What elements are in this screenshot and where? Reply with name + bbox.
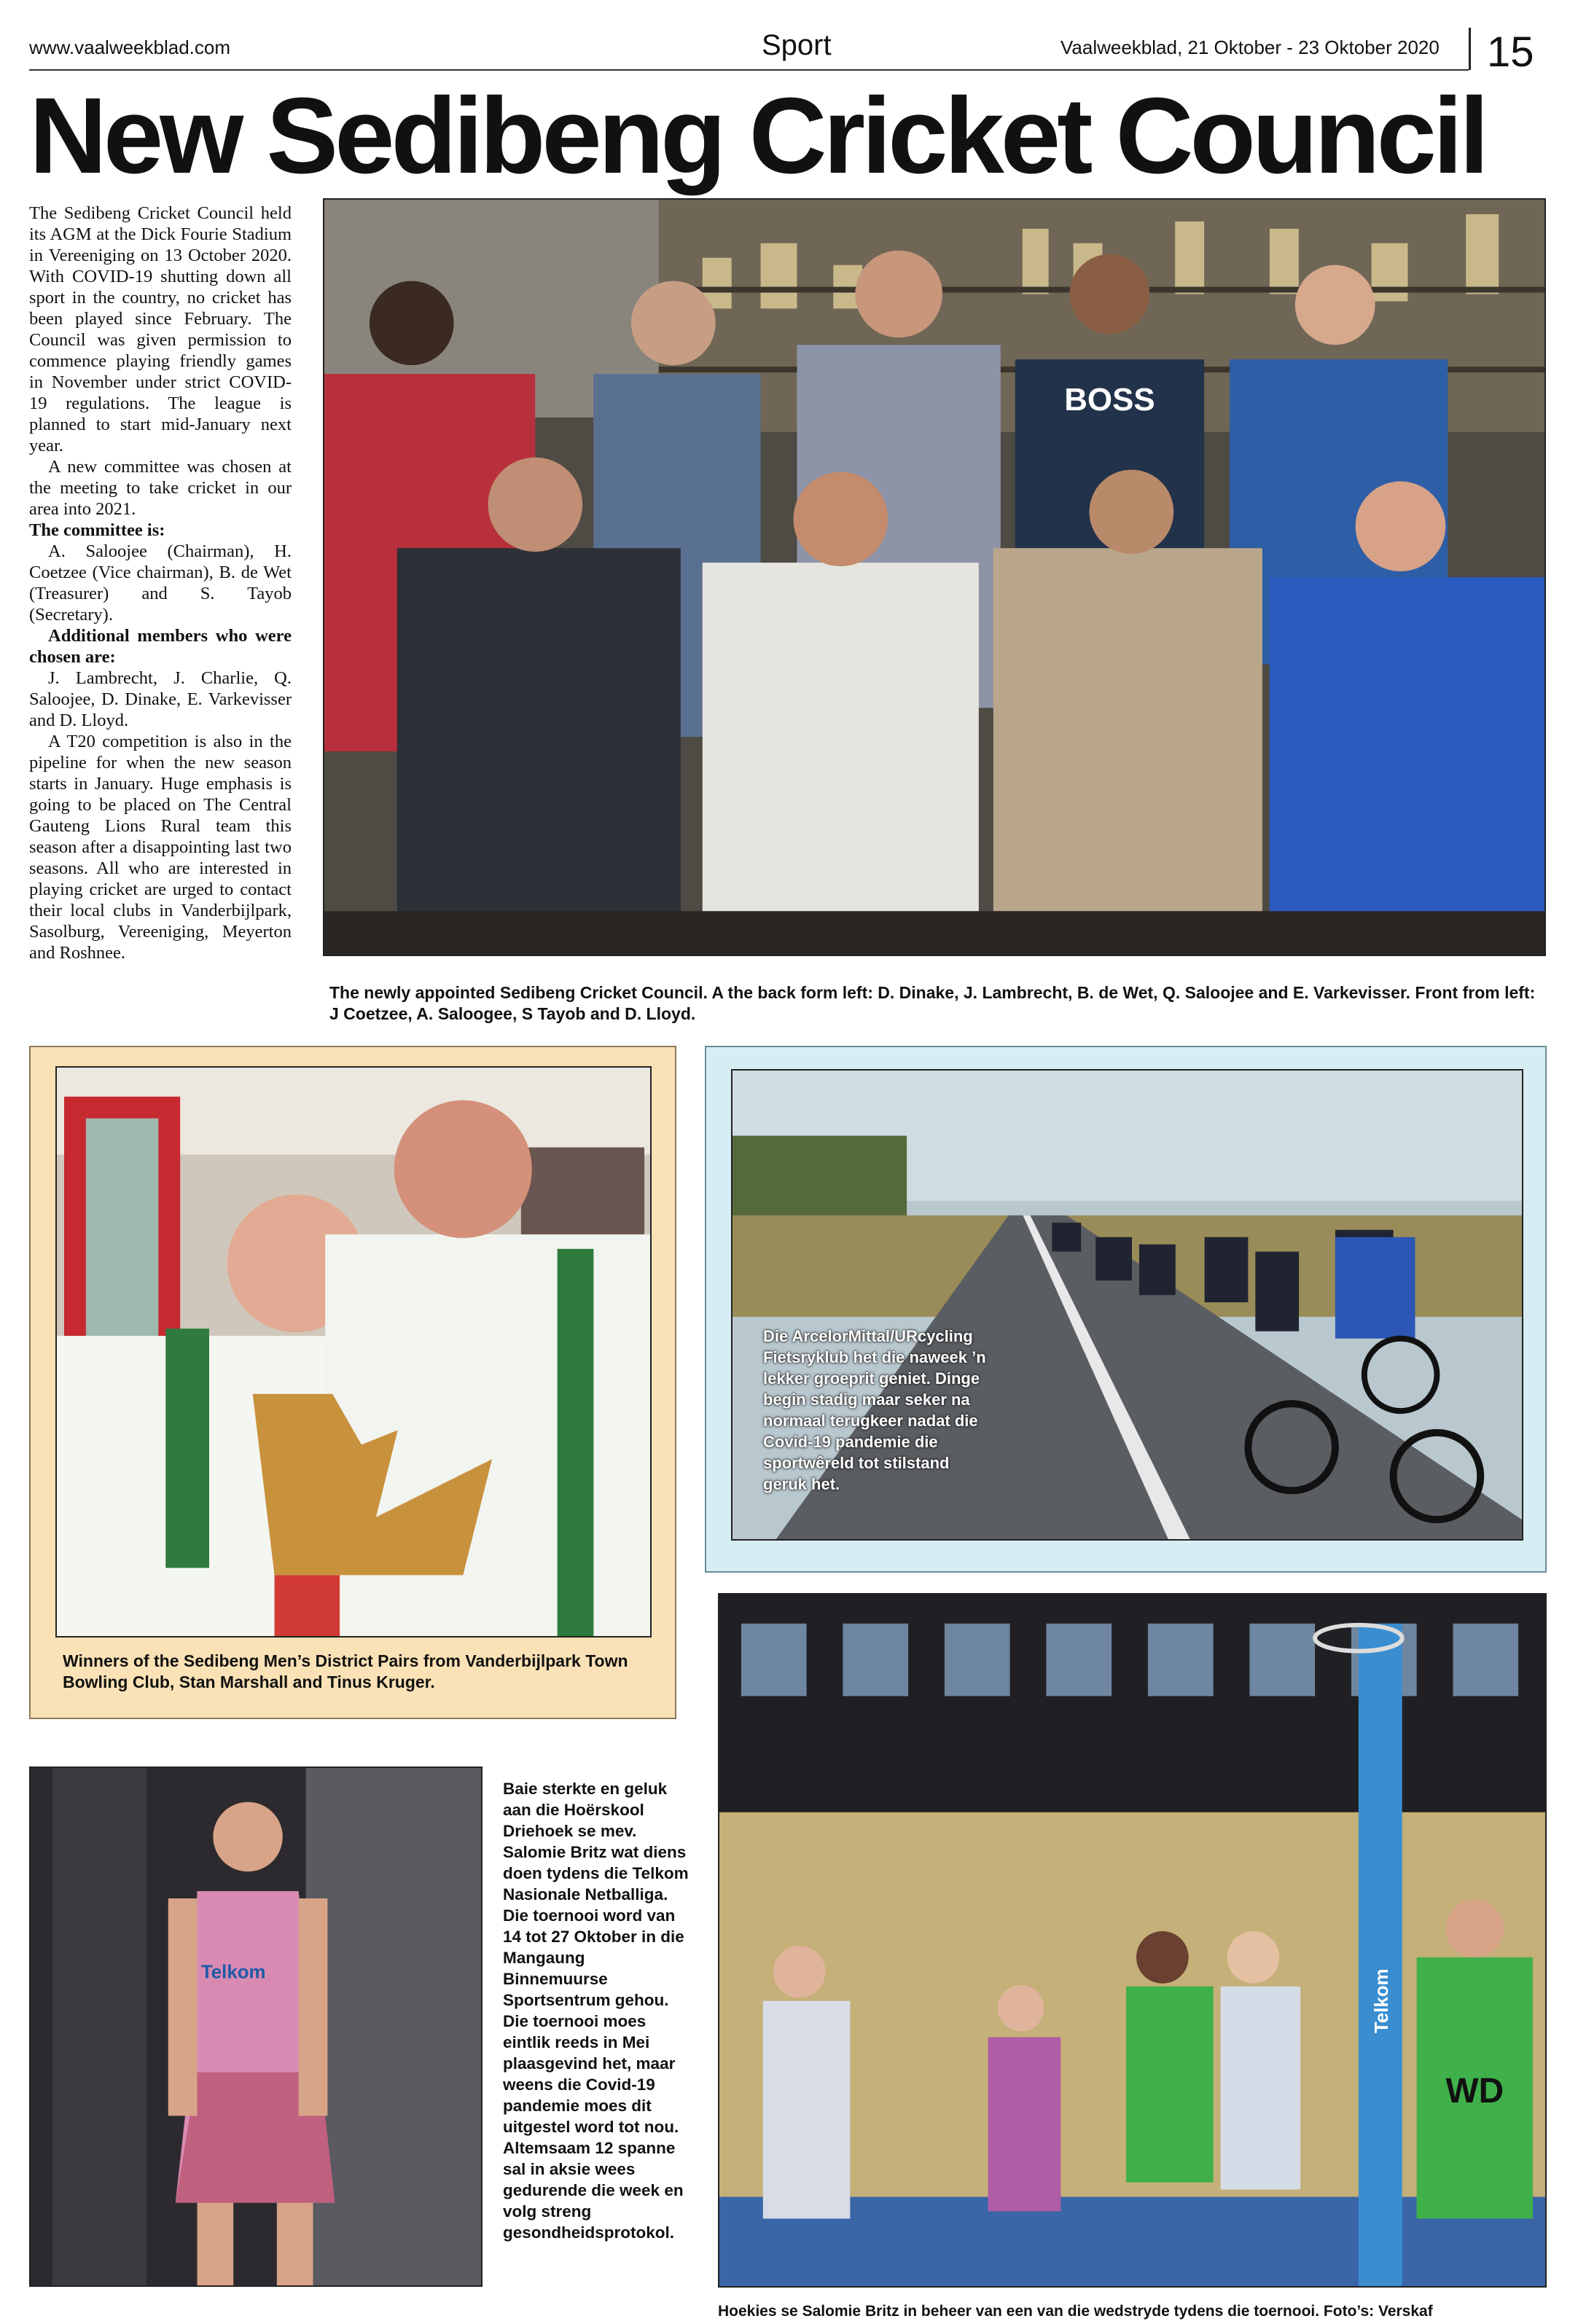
article-paragraph: A new committee was chosen at the meeting to take cricket in our area into 2021. <box>29 457 292 519</box>
article-paragraph: A. Saloojee (Chairman), H. Coetzee (Vice chairman), B. de Wet (Treasurer) and S. Tayob (Secretary). <box>29 541 292 625</box>
page-number: 15 <box>1487 28 1534 76</box>
bib-text: WD <box>1445 2072 1504 2111</box>
section-label: Sport <box>762 29 832 61</box>
bowls-photo <box>55 1066 652 1638</box>
header-rule <box>29 69 1469 71</box>
header-divider <box>1469 28 1471 70</box>
netball-game-photo <box>718 1593 1547 2288</box>
article-body <box>29 203 292 963</box>
bowls-feature-box <box>29 1046 676 1719</box>
netball-story-text: Baie sterkte en geluk aan die Hoërskool Driehoek se mev. Salomie Britz wat diens doen tydens die Telkom Nasionale Netballiga. Die toernooi word van 14 tot 27 Oktober in die Mangaung Binnemuurse Sportsentrum gehou. Die toernooi moes eintlik reeds in Mei plaasgevind het, maar weens die Covid-19 pandemie moes dit uitgestel word tot nou. Altemsaam 12 spanne sal in aksie wees gedurende die week en volg streng gesondheidsprotokol. <box>503 1780 689 2242</box>
netball-game-caption: Hoekies se Salomie Britz in beheer van een van die wedstryde tydens die toernooi. Foto’s: Verskaf <box>718 2303 1433 2320</box>
website-url: www.vaalweekblad.com <box>29 36 231 58</box>
additional-members-heading: Additional members who were chosen are: <box>29 626 292 667</box>
boss-shirt-text: BOSS <box>1064 381 1155 418</box>
article-paragraph: J. Lambrecht, J. Charlie, Q. Saloojee, D. Dinake, E. Varkevisser and D. Lloyd. <box>29 668 292 730</box>
cycling-feature-box <box>705 1046 1547 1573</box>
council-photo-caption: The newly appointed Sedibeng Cricket Council. A the back form left: D. Dinake, J. Lambrecht, B. de Wet, Q. Saloojee and E. Varkevisser. Front from left: J Coetzee, A. Saloogee, S Tayob and D. Lloyd. <box>329 983 1536 1023</box>
article-paragraph: The Sedibeng Cricket Council held its AGM at the Dick Fourie Stadium in Vereeniging on 13 October 2020. With COVID-19 shutting down all sport in the country, no cricket has been played since February. The Council was given permission to commence playing friendly games in November under strict COVID-19 regulations. The league is planned to start mid-January next year. <box>29 203 292 455</box>
council-photo <box>323 198 1546 956</box>
article-paragraph: A T20 competition is also in the pipeline for when the new season starts in January. Huge emphasis is going to be placed on The Central Gauteng Lions Rural team this season after a disappointing last two seasons. All who are interested in playing cricket are urged to contact their local clubs in Vanderbijlpark, Sasolburg, Vereeniging, Meyerton and Roshnee. <box>29 732 292 963</box>
committee-heading: The committee is: <box>29 520 165 540</box>
cycling-photo-caption: Die ArcelorMittal/URcycling Fietsryklub het die naweek ’n lekker groeprit geniet. Dinge begin stadig maar seker na normaal terugkeer nadat die Covid-19 pandemie die sportwêreld tot stilstand geruk het. <box>763 1327 986 1493</box>
issue-date: Vaalweekblad, 21 Oktober - 23 Oktober 2020 <box>1061 36 1440 58</box>
telkom-post-text: Telkom <box>1371 1968 1392 2033</box>
netball-player-photo <box>29 1767 483 2287</box>
telkom-dress-text: Telkom <box>200 1962 266 1983</box>
headline: New Sedibeng Cricket Council <box>29 76 1486 196</box>
bowls-photo-caption: Winners of the Sedibeng Men’s District Pairs from Vanderbijlpark Town Bowling Club, Stan Marshall and Tinus Kruger. <box>63 1651 628 1691</box>
